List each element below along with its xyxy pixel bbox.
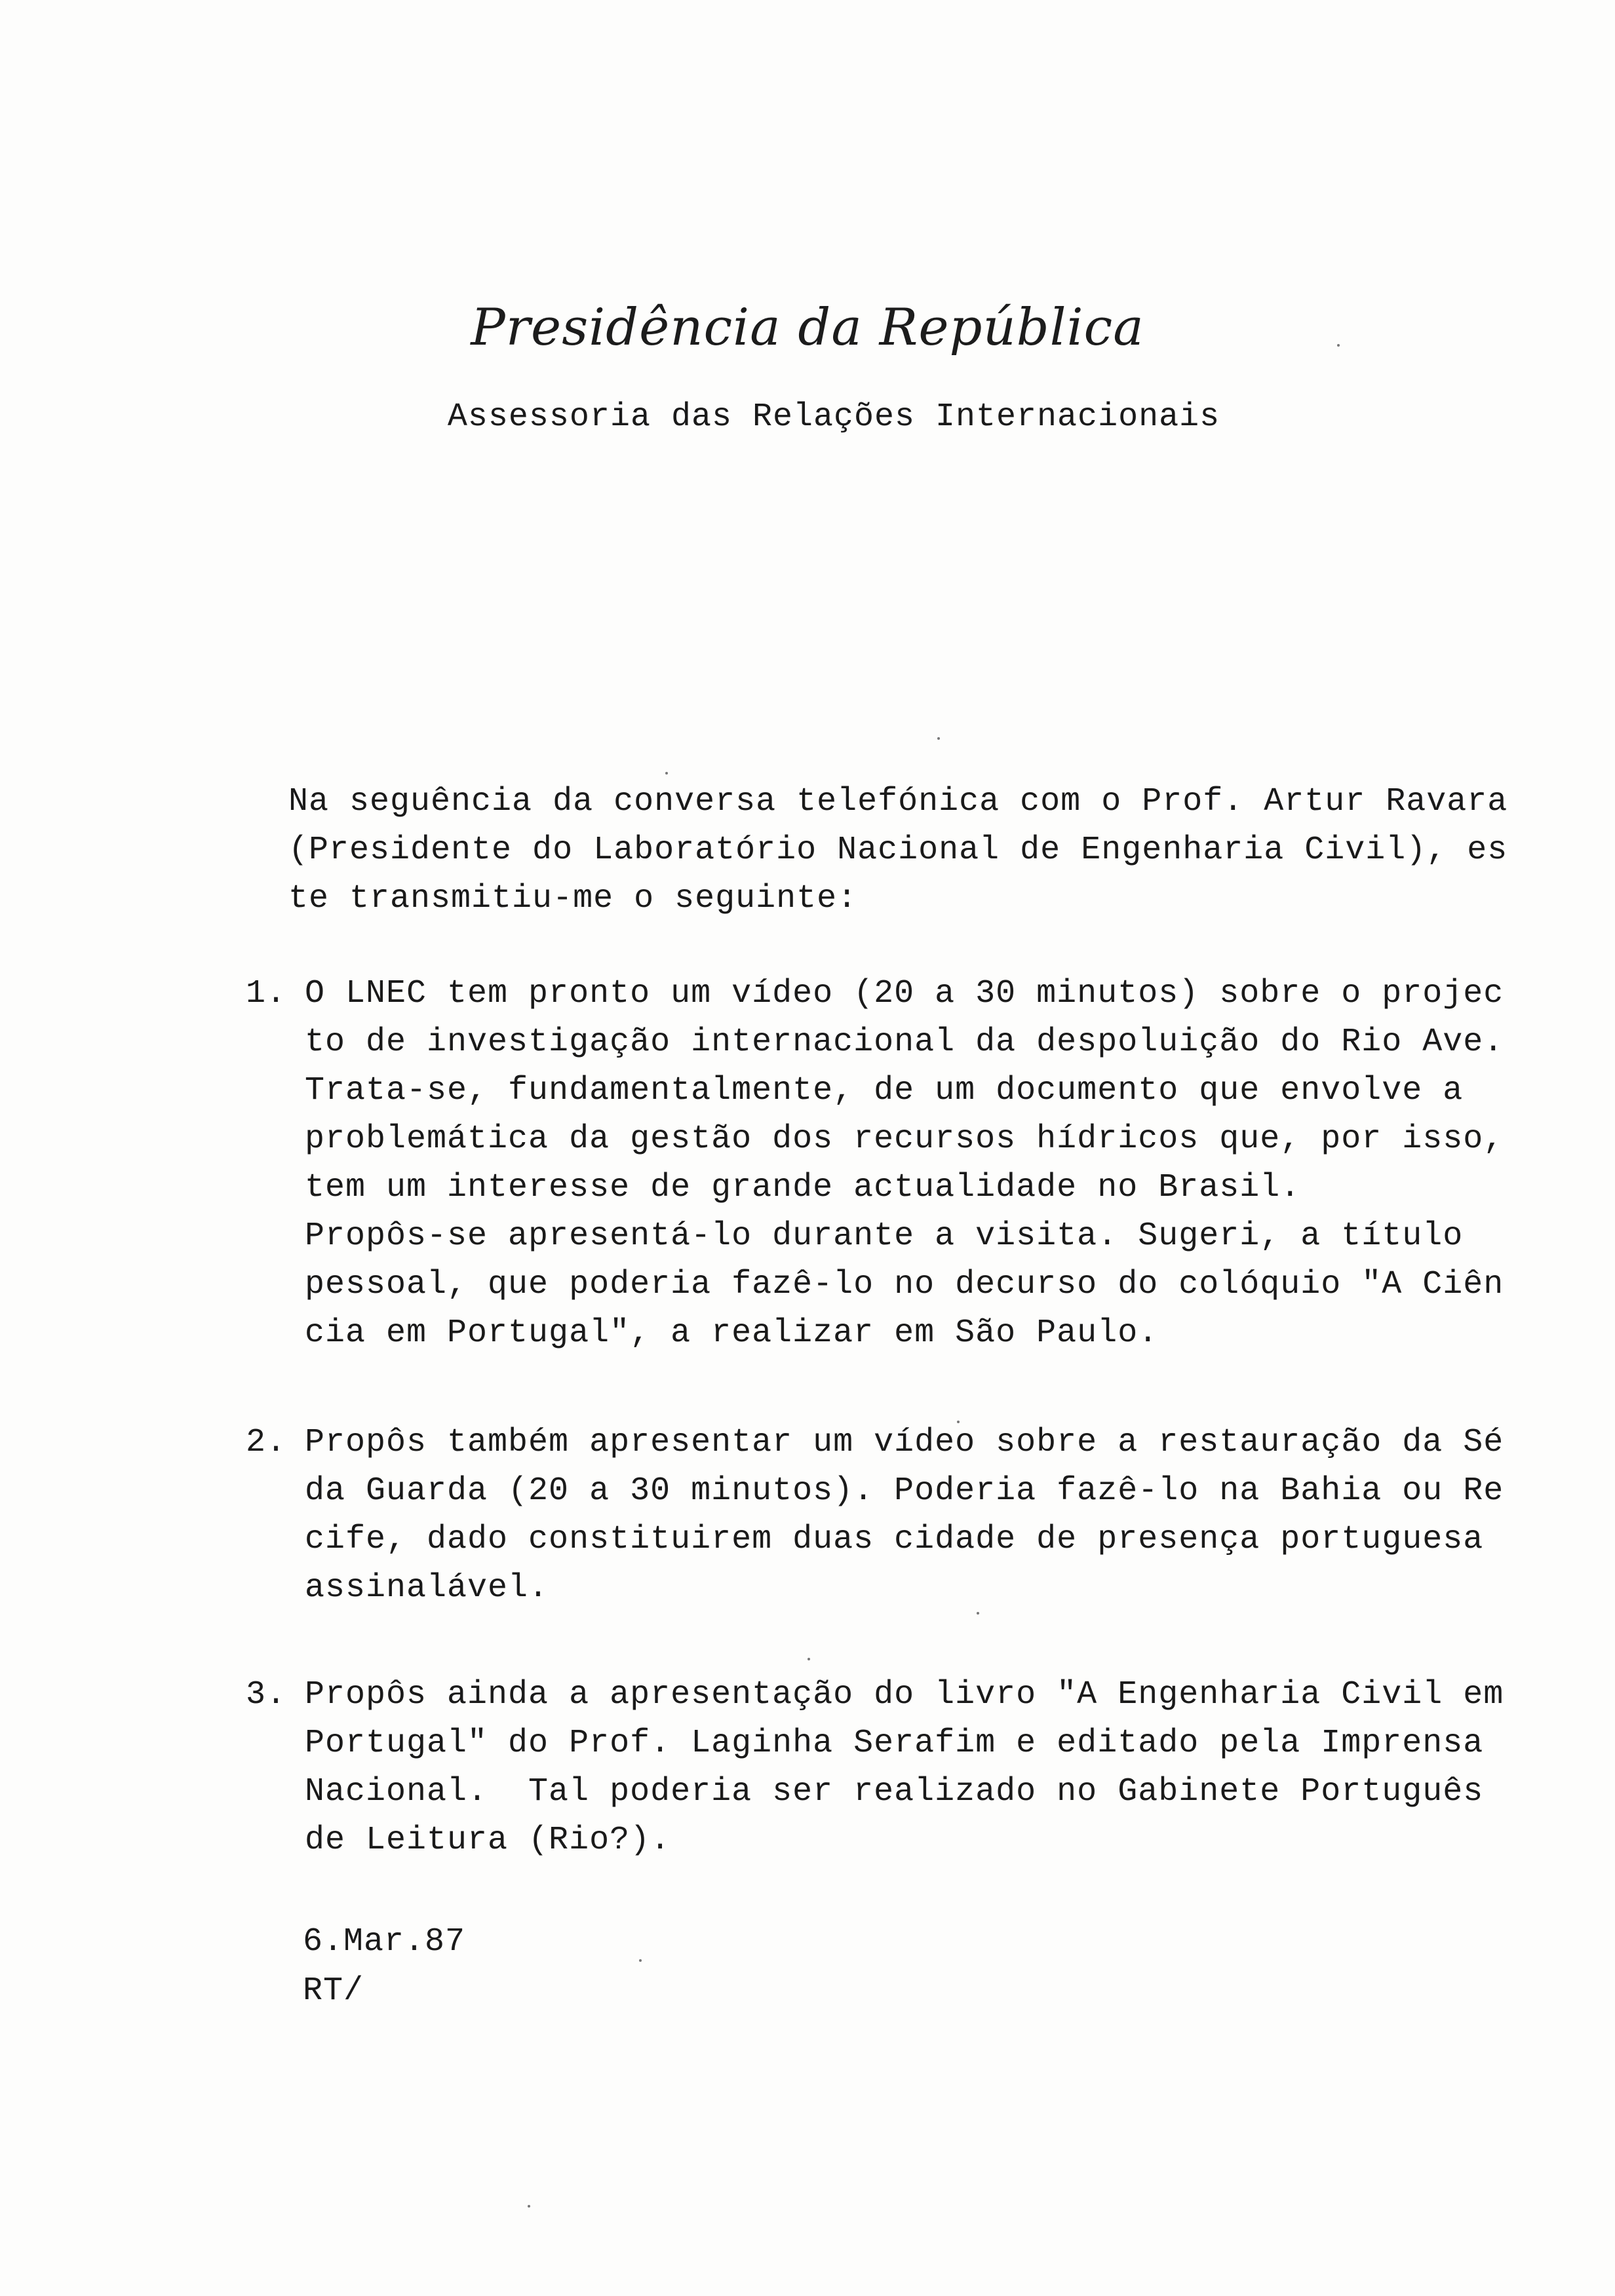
- scan-speck: [639, 1959, 642, 1962]
- scan-speck: [977, 1612, 979, 1615]
- scan-speck: [528, 2205, 530, 2208]
- scan-speck: [808, 1658, 810, 1660]
- scan-speck: [1337, 344, 1340, 347]
- item-paragraph: Propôs ainda a apresentação do livro "A Engenharia Civil em Portugal" do Prof. Laginha Serafim e editado pela Imprensa Nacional. Tal poderia ser realizado no Gabinete Português de Leitura (Rio?).: [305, 1676, 1504, 1859]
- scan-speck: [665, 772, 668, 775]
- item-paragraph: O LNEC tem pronto um vídeo (20 a 30 minutos) sobre o projec to de investigação internacional da despoluição do Rio Ave. Trata-se, fundamentalmente, de um documento que envolve a problemática da gestão dos recursos hídricos que, por isso, tem um interesse de grande actualidade no Brasil. Propôs-se apresentá-lo durante a visita. Sugeri, a título pessoal, que poderia fazê-lo no decurso do colóquio "A Ciên cia em Portugal", a realizar em São Paulo.: [305, 975, 1504, 1352]
- item-number: 1.: [246, 975, 287, 1012]
- scan-speck: [957, 1421, 960, 1423]
- document-date: 6.Mar.87: [303, 1923, 466, 1961]
- author-initials: RT/: [303, 1972, 364, 2010]
- letterhead-subtitle: Assessoria das Relações Internacionais: [447, 398, 1220, 436]
- intro-paragraph: Na seguência da conversa telefónica com o Prof. Artur Ravara (Presidente do Laboratório Nacional de Engenharia Civil), es te transmitiu-me o seguinte:: [288, 783, 1508, 917]
- item-number: 2.: [246, 1424, 287, 1461]
- letterhead-title: Presidência da República: [471, 298, 1144, 357]
- item-number: 3.: [246, 1676, 287, 1713]
- scan-speck: [937, 737, 940, 740]
- item-paragraph: Propôs também apresentar um vídeo sobre a restauração da Sé da Guarda (20 a 30 minutos). Poderia fazê-lo na Bahia ou Re cife, dado constituirem duas cidade de presença portuguesa assinalável.: [305, 1424, 1504, 1607]
